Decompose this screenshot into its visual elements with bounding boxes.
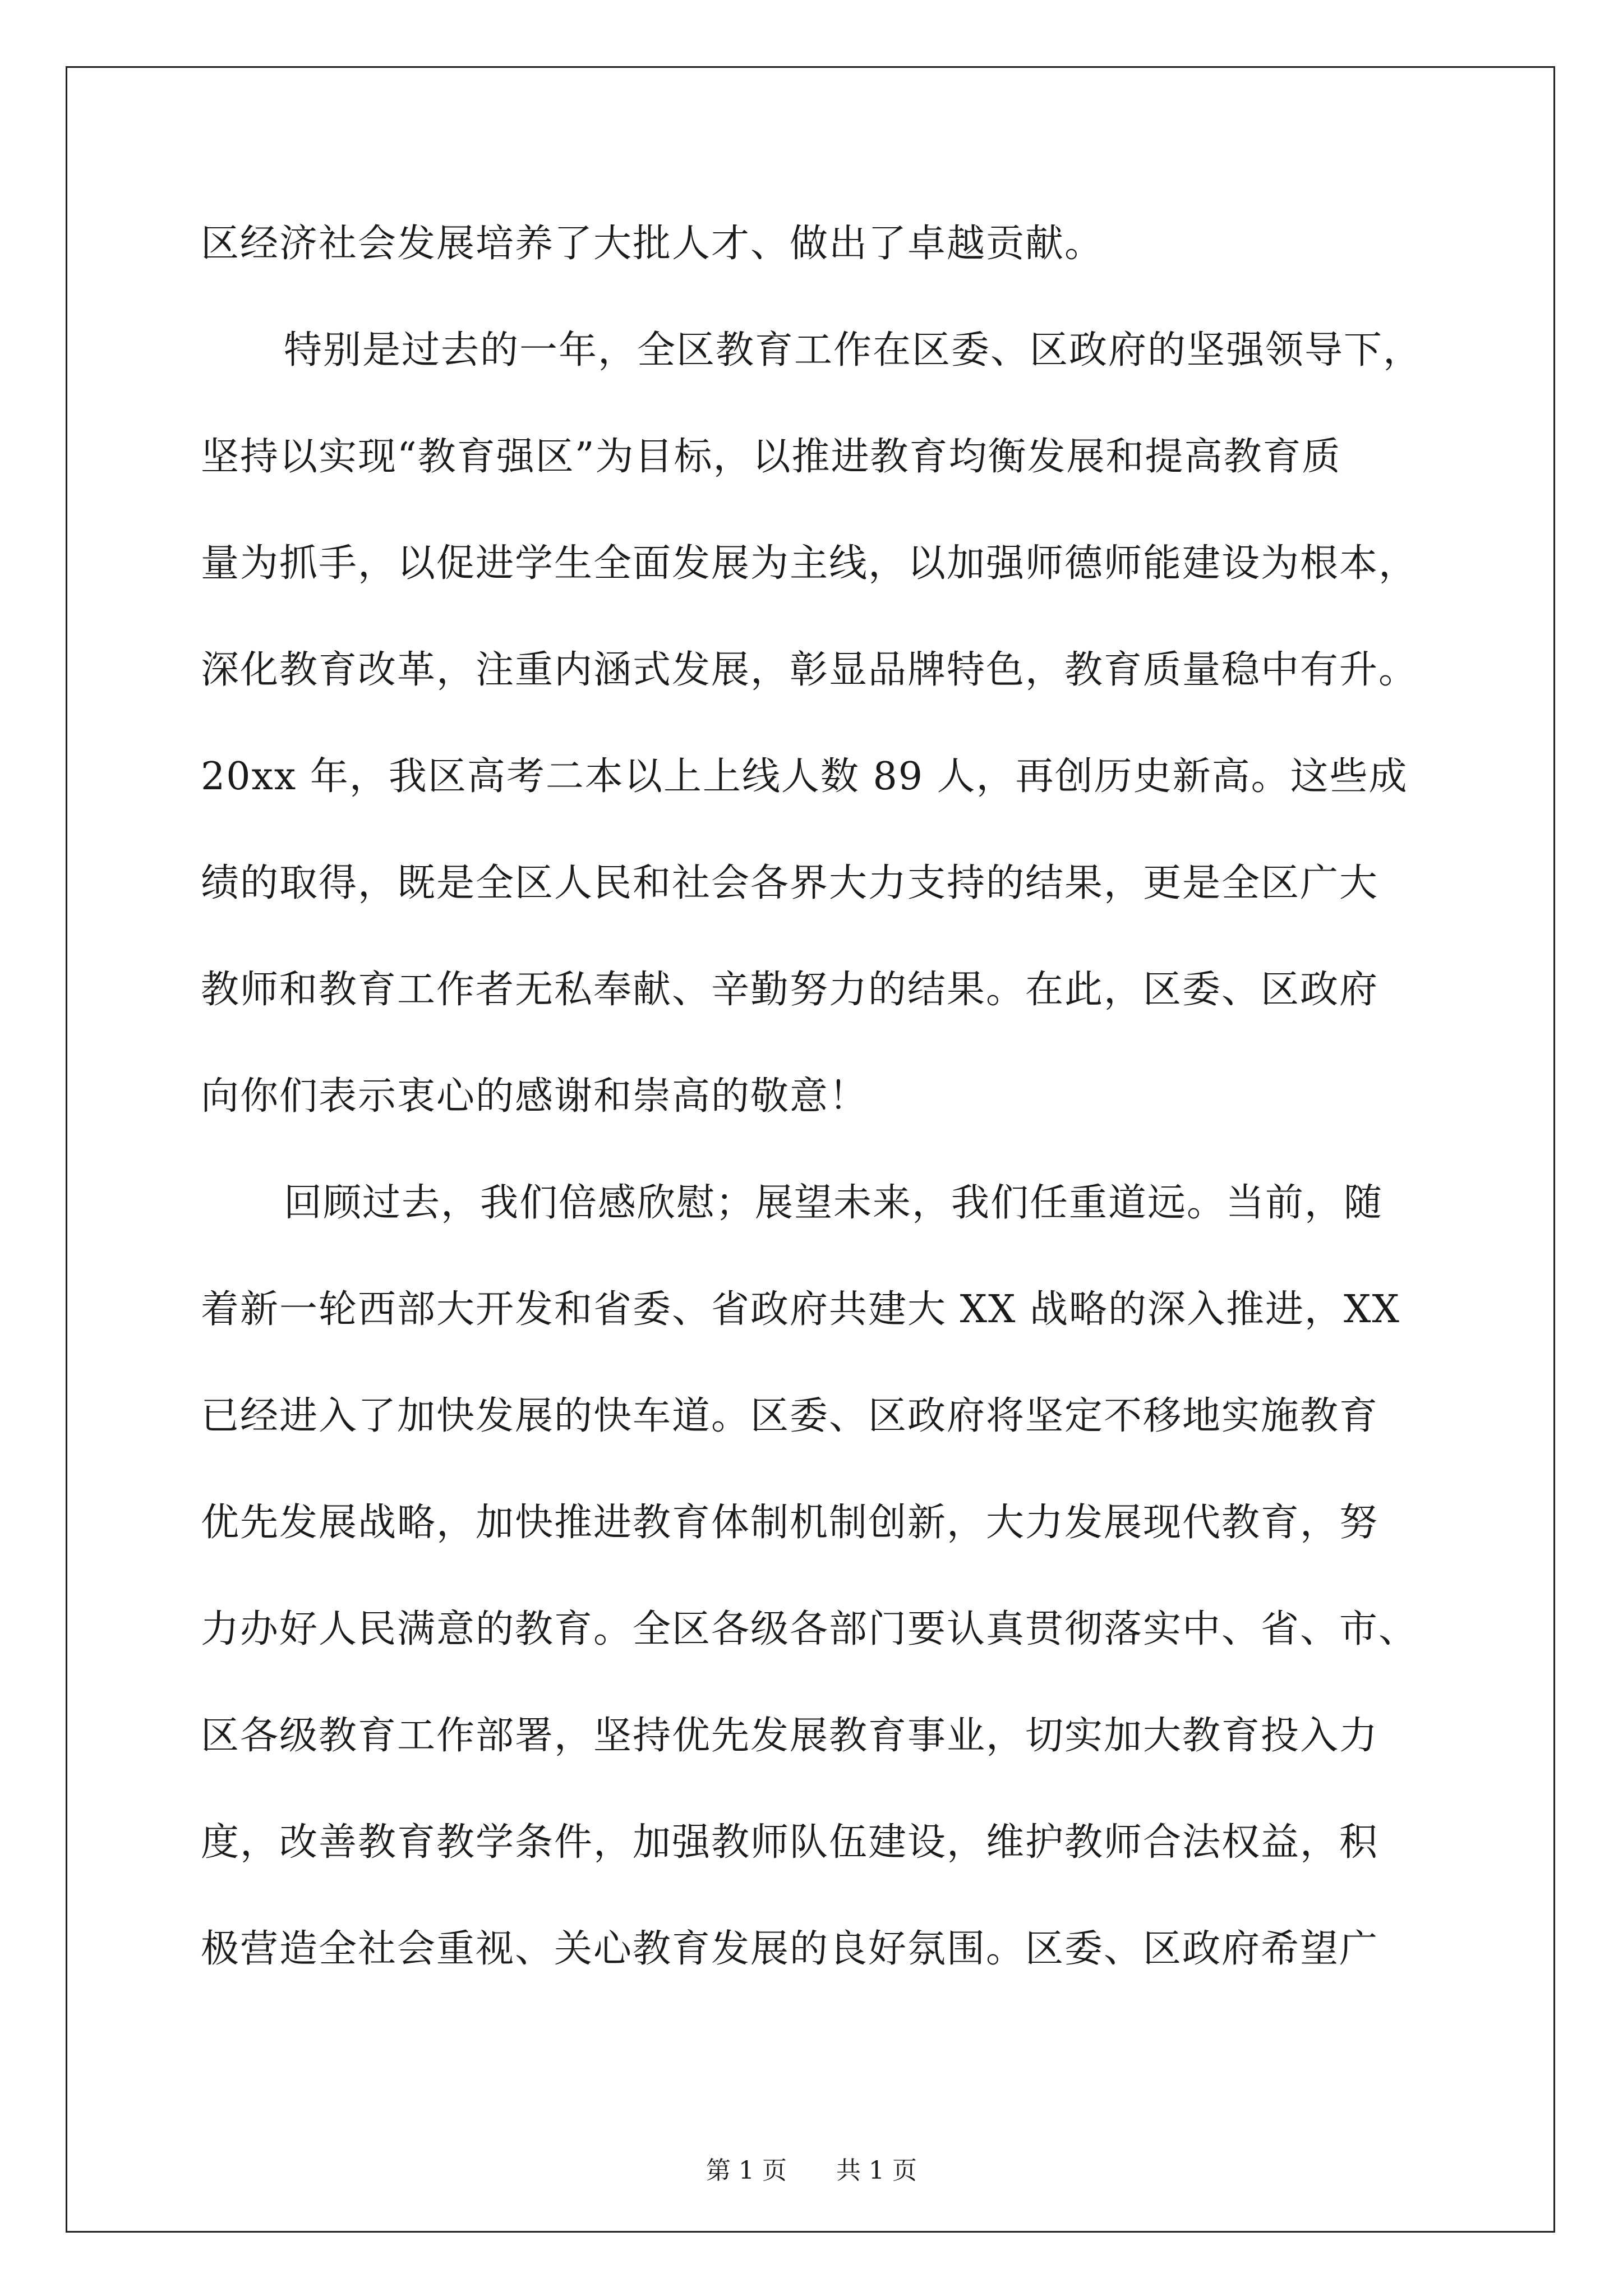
text-line: 力办好人民满意的教育。全区各级各部门要认真贯彻落实中、省、市、	[201, 1607, 1418, 1651]
text-line: 区经济社会发展培养了大批人才、做出了卓越贡献。	[201, 222, 1104, 266]
text-line: 度，改善教育教学条件，加强教师队伍建设，维护教师合法权益，积	[201, 1820, 1379, 1865]
text-line: 着新一轮西部大开发和省委、省政府共建大 XX 战略的深入推进，XX	[201, 1287, 1400, 1332]
text-line: 区各级教育工作部署，坚持优先发展教育事业，切实加大教育投入力	[201, 1714, 1379, 1758]
document-body	[201, 191, 1435, 2003]
page-number: 第 1 页	[706, 2156, 787, 2185]
text-line: 教师和教育工作者无私奉献、辛勤努力的结果。在此，区委、区政府	[201, 968, 1379, 1012]
text-line: 绩的取得，既是全区人民和社会各界大力支持的结果，更是全区广大	[201, 861, 1379, 905]
text-line: 向你们表示衷心的感谢和崇高的敬意！	[201, 1074, 869, 1119]
text-line: 20xx 年，我区高考二本以上上线人数 89 人，再创历史新高。这些成	[201, 754, 1408, 799]
page-total: 共 1 页	[836, 2156, 917, 2185]
page-footer	[0, 2154, 1623, 2188]
text-line: 量为抓手，以促进学生全面发展为主线，以加强师德师能建设为根本，	[201, 541, 1418, 586]
text-line: 极营造全社会重视、关心教育发展的良好氛围。区委、区政府希望广	[201, 1927, 1379, 1971]
text-line: 优先发展战略，加快推进教育体制机制创新，大力发展现代教育，努	[201, 1501, 1379, 1545]
text-line: 坚持以实现“教育强区”为目标，以推进教育均衡发展和提高教育质	[201, 435, 1341, 479]
text-line: 已经进入了加快发展的快车道。区委、区政府将坚定不移地实施教育	[201, 1394, 1379, 1438]
text-line: 回顾过去，我们倍感欣慰；展望未来，我们任重道远。当前，随	[284, 1181, 1384, 1225]
text-line: 特别是过去的一年，全区教育工作在区委、区政府的坚强领导下，	[284, 328, 1423, 372]
text-line: 深化教育改革，注重内涵式发展，彰显品牌特色，教育质量稳中有升。	[201, 648, 1418, 692]
